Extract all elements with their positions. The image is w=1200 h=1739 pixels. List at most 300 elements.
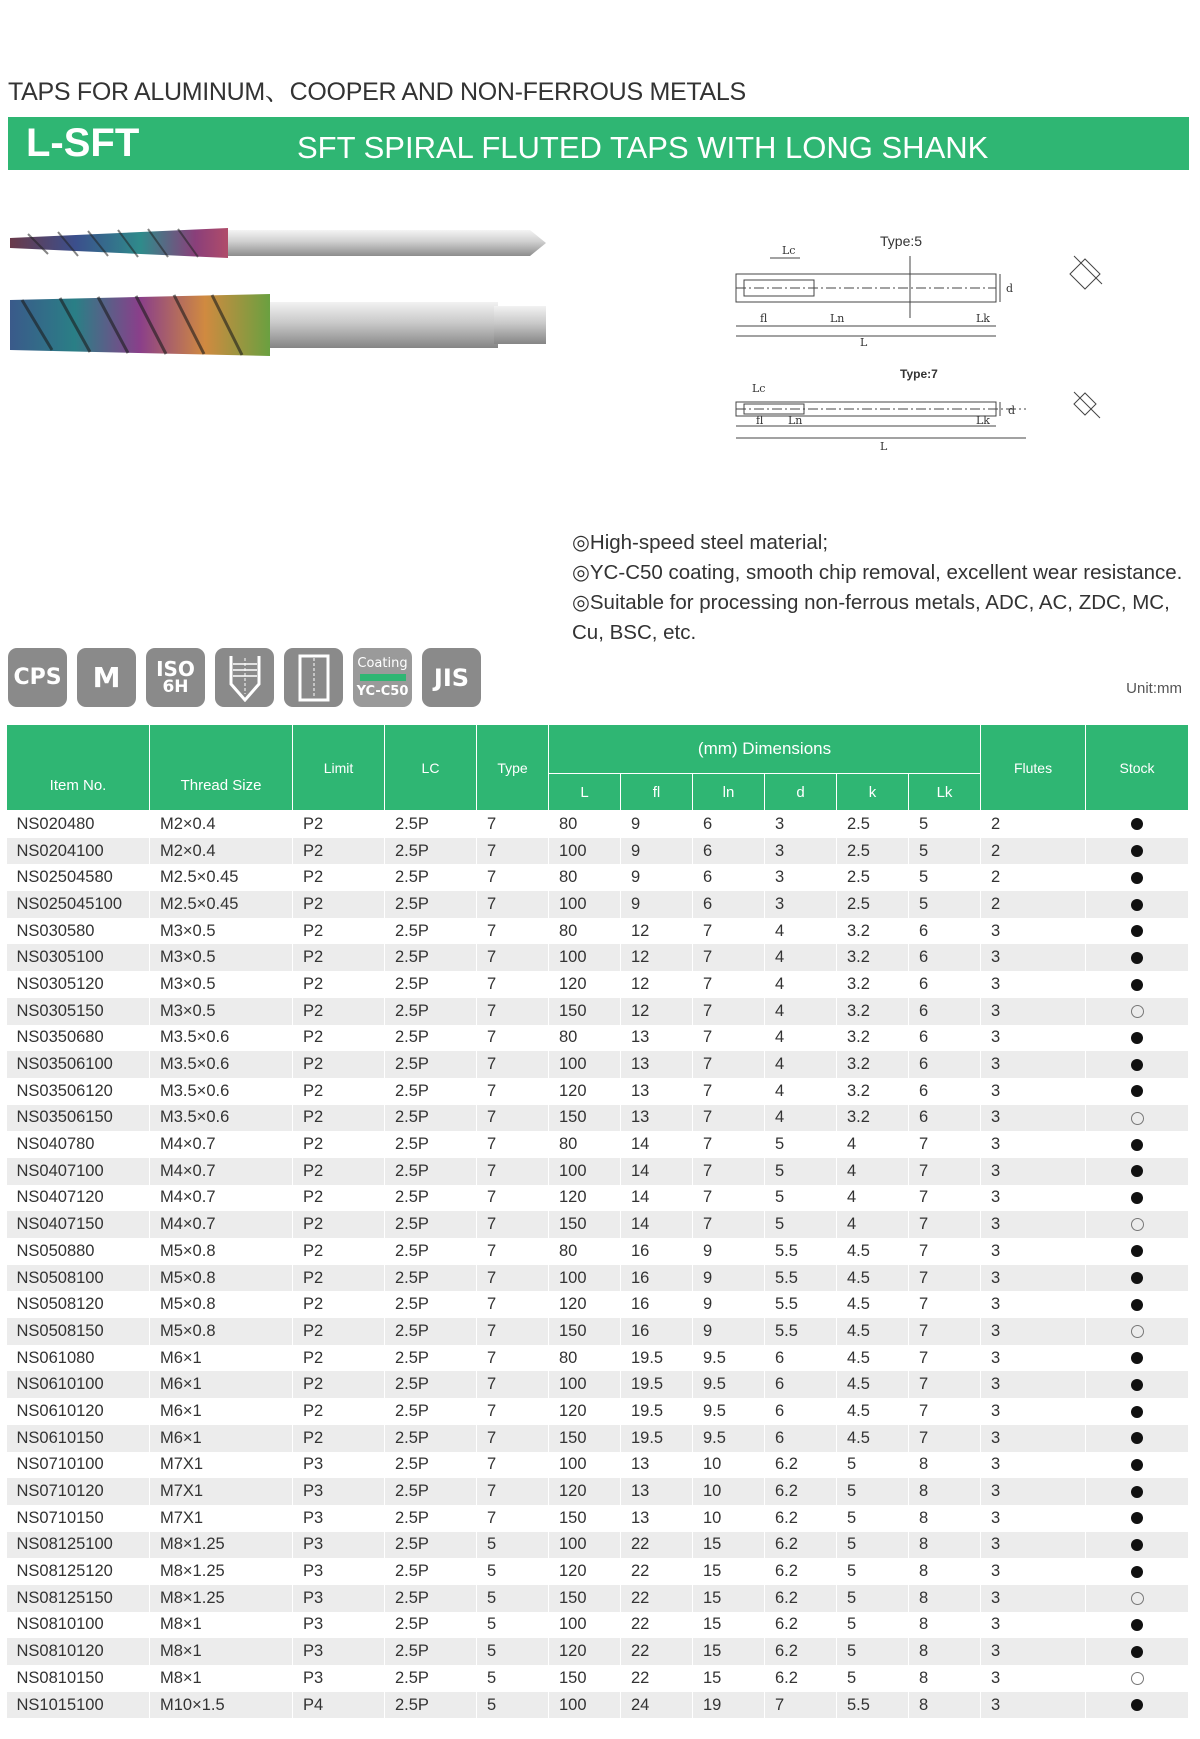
cell-lk: 8 — [909, 1612, 981, 1639]
cell-ln: 9 — [693, 1265, 765, 1292]
cell-thread-size: M8×1 — [150, 1638, 293, 1665]
header-dimensions: (mm) Dimensions — [549, 725, 981, 774]
cell-fl: 13 — [621, 1051, 693, 1078]
svg-text:Lk: Lk — [976, 312, 990, 325]
cell-ln: 7 — [693, 1078, 765, 1105]
cell-ln: 7 — [693, 1131, 765, 1158]
in-stock-dot-icon — [1131, 1566, 1143, 1578]
cell-d: 6.2 — [765, 1612, 837, 1639]
cell-item-no: NS0305120 — [7, 971, 150, 998]
cell-item-no: NS025045100 — [7, 891, 150, 918]
table-row — [7, 1345, 1189, 1372]
badge-row — [8, 648, 481, 707]
header-item-no: Item No. — [7, 725, 150, 811]
cell-stock — [1086, 998, 1189, 1025]
cell-thread-size: M8×1 — [150, 1612, 293, 1639]
cell-type: 7 — [477, 811, 549, 838]
svg-text:Ln: Ln — [830, 312, 845, 325]
cell-stock — [1086, 1211, 1189, 1238]
cell-limit: P3 — [293, 1558, 385, 1585]
cell-stock — [1086, 1585, 1189, 1612]
table-row — [7, 1211, 1189, 1238]
cell-L: 100 — [549, 891, 621, 918]
cell-L: 150 — [549, 1665, 621, 1692]
cell-ln: 15 — [693, 1585, 765, 1612]
cell-limit: P2 — [293, 1371, 385, 1398]
cell-L: 100 — [549, 1532, 621, 1559]
cell-lk: 6 — [909, 1051, 981, 1078]
cell-d: 6 — [765, 1425, 837, 1452]
cell-limit: P3 — [293, 1638, 385, 1665]
cell-stock — [1086, 918, 1189, 945]
cell-thread-size: M3×0.5 — [150, 944, 293, 971]
cell-d: 7 — [765, 1692, 837, 1719]
in-stock-dot-icon — [1131, 1646, 1143, 1658]
cell-thread-size: M3.5×0.6 — [150, 1051, 293, 1078]
table-row — [7, 1078, 1189, 1105]
cell-stock — [1086, 838, 1189, 865]
cell-ln: 6 — [693, 891, 765, 918]
table-row — [7, 1612, 1189, 1639]
table-row — [7, 1371, 1189, 1398]
cell-stock — [1086, 1665, 1189, 1692]
cell-item-no: NS1015100 — [7, 1692, 150, 1719]
cell-limit: P3 — [293, 1532, 385, 1559]
cell-limit: P2 — [293, 1238, 385, 1265]
cell-ln: 9.5 — [693, 1371, 765, 1398]
cell-L: 120 — [549, 971, 621, 998]
cell-ln: 6 — [693, 864, 765, 891]
cell-fl: 9 — [621, 891, 693, 918]
cell-L: 150 — [549, 998, 621, 1025]
cell-k: 4 — [837, 1211, 909, 1238]
cell-type: 7 — [477, 1025, 549, 1052]
cell-flutes: 3 — [981, 1238, 1086, 1265]
cell-ln: 15 — [693, 1665, 765, 1692]
in-stock-dot-icon — [1131, 1245, 1143, 1257]
cell-d: 5.5 — [765, 1318, 837, 1345]
cell-thread-size: M7X1 — [150, 1452, 293, 1479]
cell-d: 5.5 — [765, 1265, 837, 1292]
cell-item-no: NS0407100 — [7, 1158, 150, 1185]
cell-k: 5 — [837, 1638, 909, 1665]
cell-lc: 2.5P — [385, 1638, 477, 1665]
cell-ln: 9.5 — [693, 1345, 765, 1372]
cell-flutes: 3 — [981, 1051, 1086, 1078]
cell-d: 5 — [765, 1185, 837, 1212]
cell-item-no: NS0350680 — [7, 1025, 150, 1052]
cell-fl: 19.5 — [621, 1345, 693, 1372]
table-row — [7, 1398, 1189, 1425]
cell-type: 7 — [477, 891, 549, 918]
header-L: L — [549, 774, 621, 811]
cell-limit: P2 — [293, 891, 385, 918]
in-stock-dot-icon — [1131, 1539, 1143, 1551]
tap-photo-small — [8, 224, 548, 264]
svg-text:Lc: Lc — [782, 244, 796, 257]
cell-lk: 7 — [909, 1265, 981, 1292]
cell-lk: 7 — [909, 1425, 981, 1452]
coating-name: YC-C50 — [356, 684, 409, 699]
cell-L: 80 — [549, 1025, 621, 1052]
cell-d: 6.2 — [765, 1505, 837, 1532]
cell-item-no: NS0305100 — [7, 944, 150, 971]
cell-L: 120 — [549, 1185, 621, 1212]
cell-thread-size: M5×0.8 — [150, 1265, 293, 1292]
cell-limit: P3 — [293, 1665, 385, 1692]
unit-label: Unit:mm — [1126, 680, 1182, 697]
table-row — [7, 811, 1189, 838]
cell-lk: 8 — [909, 1558, 981, 1585]
cell-type: 7 — [477, 1425, 549, 1452]
cell-L: 150 — [549, 1505, 621, 1532]
cell-lc: 2.5P — [385, 1665, 477, 1692]
cell-stock — [1086, 1692, 1189, 1719]
svg-text:d: d — [1006, 282, 1014, 295]
cell-ln: 7 — [693, 1051, 765, 1078]
cell-ln: 10 — [693, 1478, 765, 1505]
cell-item-no: NS03506120 — [7, 1078, 150, 1105]
category-title: TAPS FOR ALUMINUM、COOPER AND NON-FERROUS METALS — [8, 78, 746, 106]
in-stock-dot-icon — [1131, 1165, 1143, 1177]
feature-item: ◎YC-C50 coating, smooth chip removal, excellent wear resistance. — [572, 561, 1183, 584]
cell-d: 3 — [765, 838, 837, 865]
cell-L: 100 — [549, 1051, 621, 1078]
cell-L: 150 — [549, 1425, 621, 1452]
cell-lk: 5 — [909, 864, 981, 891]
cell-lc: 2.5P — [385, 1131, 477, 1158]
cell-lc: 2.5P — [385, 1291, 477, 1318]
cell-k: 4.5 — [837, 1345, 909, 1372]
cell-item-no: NS08125150 — [7, 1585, 150, 1612]
table-row — [7, 1025, 1189, 1052]
cell-limit: P2 — [293, 1291, 385, 1318]
cell-lc: 2.5P — [385, 1585, 477, 1612]
cell-lc: 2.5P — [385, 1452, 477, 1479]
cell-k: 2.5 — [837, 891, 909, 918]
cell-k: 4.5 — [837, 1318, 909, 1345]
cell-type: 7 — [477, 1452, 549, 1479]
cell-lc: 2.5P — [385, 1185, 477, 1212]
cell-lk: 7 — [909, 1238, 981, 1265]
cell-fl: 12 — [621, 918, 693, 945]
cell-flutes: 3 — [981, 1371, 1086, 1398]
cell-lc: 2.5P — [385, 838, 477, 865]
cell-d: 6.2 — [765, 1478, 837, 1505]
cell-limit: P2 — [293, 1185, 385, 1212]
cell-type: 7 — [477, 1211, 549, 1238]
cell-item-no: NS020480 — [7, 811, 150, 838]
cell-type: 7 — [477, 1265, 549, 1292]
order-dot-icon — [1131, 1005, 1144, 1018]
table-row — [7, 1425, 1189, 1452]
in-stock-dot-icon — [1131, 1085, 1143, 1097]
cell-lc: 2.5P — [385, 1478, 477, 1505]
cell-lc: 2.5P — [385, 1505, 477, 1532]
cell-k: 3.2 — [837, 998, 909, 1025]
table-row — [7, 1452, 1189, 1479]
cell-limit: P3 — [293, 1452, 385, 1479]
table-row — [7, 1051, 1189, 1078]
cell-flutes: 3 — [981, 1265, 1086, 1292]
cell-item-no: NS0710120 — [7, 1478, 150, 1505]
cell-item-no: NS03506150 — [7, 1105, 150, 1132]
cell-d: 6 — [765, 1371, 837, 1398]
cell-type: 7 — [477, 1051, 549, 1078]
cell-ln: 7 — [693, 944, 765, 971]
feature-item: ◎Suitable for processing non-ferrous metals, ADC, AC, ZDC, MC, Cu, BSC, etc. — [572, 591, 1170, 644]
svg-text:d: d — [1008, 404, 1016, 417]
cell-L: 120 — [549, 1398, 621, 1425]
cell-lk: 7 — [909, 1211, 981, 1238]
cell-fl: 22 — [621, 1665, 693, 1692]
cell-stock — [1086, 891, 1189, 918]
cell-stock — [1086, 1638, 1189, 1665]
cell-lk: 7 — [909, 1371, 981, 1398]
cell-limit: P2 — [293, 864, 385, 891]
cell-flutes: 3 — [981, 1558, 1086, 1585]
cell-d: 6.2 — [765, 1452, 837, 1479]
cell-lk: 6 — [909, 944, 981, 971]
in-stock-dot-icon — [1131, 1459, 1143, 1471]
cell-lc: 2.5P — [385, 891, 477, 918]
cell-d: 5.5 — [765, 1291, 837, 1318]
cell-d: 6 — [765, 1398, 837, 1425]
cell-k: 3.2 — [837, 971, 909, 998]
cell-fl: 13 — [621, 1078, 693, 1105]
cell-lk: 6 — [909, 998, 981, 1025]
cell-k: 4.5 — [837, 1398, 909, 1425]
table-row — [7, 838, 1189, 865]
cell-type: 7 — [477, 1185, 549, 1212]
cell-lc: 2.5P — [385, 998, 477, 1025]
cell-limit: P3 — [293, 1505, 385, 1532]
cell-lk: 8 — [909, 1692, 981, 1719]
in-stock-dot-icon — [1131, 1699, 1143, 1711]
cell-L: 100 — [549, 1612, 621, 1639]
cell-ln: 19 — [693, 1692, 765, 1719]
cell-L: 120 — [549, 1558, 621, 1585]
cell-d: 4 — [765, 971, 837, 998]
cell-k: 2.5 — [837, 838, 909, 865]
cell-lc: 2.5P — [385, 971, 477, 998]
coating-badge — [353, 648, 412, 707]
header-limit: Limit — [293, 725, 385, 811]
cell-flutes: 3 — [981, 1478, 1086, 1505]
cell-lc: 2.5P — [385, 1025, 477, 1052]
feature-item: ◎High-speed steel material; — [572, 531, 829, 554]
iso-label: ISO — [156, 657, 195, 681]
cell-L: 120 — [549, 1638, 621, 1665]
cell-limit: P2 — [293, 1051, 385, 1078]
cell-fl: 12 — [621, 944, 693, 971]
cell-ln: 9 — [693, 1238, 765, 1265]
cell-type: 7 — [477, 1318, 549, 1345]
in-stock-dot-icon — [1131, 899, 1143, 911]
cell-thread-size: M6×1 — [150, 1425, 293, 1452]
cell-k: 5 — [837, 1478, 909, 1505]
cell-k: 2.5 — [837, 811, 909, 838]
cell-stock — [1086, 864, 1189, 891]
svg-text:Ln: Ln — [788, 414, 803, 427]
cell-L: 100 — [549, 838, 621, 865]
cell-fl: 9 — [621, 838, 693, 865]
cell-lk: 8 — [909, 1478, 981, 1505]
in-stock-dot-icon — [1131, 818, 1143, 830]
cell-stock — [1086, 971, 1189, 998]
cell-fl: 13 — [621, 1025, 693, 1052]
through-hole-icon — [284, 648, 343, 707]
cell-d: 4 — [765, 918, 837, 945]
cell-item-no: NS03506100 — [7, 1051, 150, 1078]
blind-hole-icon — [215, 648, 274, 707]
cell-limit: P2 — [293, 1131, 385, 1158]
in-stock-dot-icon — [1131, 1192, 1143, 1204]
cell-flutes: 3 — [981, 998, 1086, 1025]
cell-lc: 2.5P — [385, 918, 477, 945]
cell-lk: 7 — [909, 1398, 981, 1425]
order-dot-icon — [1131, 1218, 1144, 1231]
cell-ln: 7 — [693, 998, 765, 1025]
cell-d: 6 — [765, 1345, 837, 1372]
table-row — [7, 1291, 1189, 1318]
cell-item-no: NS030580 — [7, 918, 150, 945]
cell-k: 5 — [837, 1665, 909, 1692]
cell-L: 150 — [549, 1105, 621, 1132]
cell-type: 7 — [477, 1398, 549, 1425]
cell-k: 5.5 — [837, 1692, 909, 1719]
cell-fl: 14 — [621, 1131, 693, 1158]
type5-label: Type:5 — [880, 233, 923, 249]
cell-type: 7 — [477, 1345, 549, 1372]
cell-fl: 13 — [621, 1505, 693, 1532]
cell-fl: 19.5 — [621, 1398, 693, 1425]
header-lk: Lk — [909, 774, 981, 811]
cell-thread-size: M4×0.7 — [150, 1185, 293, 1212]
svg-text:L: L — [880, 440, 888, 453]
cell-lc: 2.5P — [385, 1398, 477, 1425]
cell-stock — [1086, 1452, 1189, 1479]
cell-stock — [1086, 1265, 1189, 1292]
cell-fl: 12 — [621, 998, 693, 1025]
cell-flutes: 2 — [981, 891, 1086, 918]
cell-flutes: 2 — [981, 838, 1086, 865]
cell-flutes: 3 — [981, 1078, 1086, 1105]
in-stock-dot-icon — [1131, 872, 1143, 884]
cell-item-no: NS0305150 — [7, 998, 150, 1025]
cell-ln: 15 — [693, 1638, 765, 1665]
cell-stock — [1086, 1371, 1189, 1398]
cell-L: 80 — [549, 811, 621, 838]
jis-badge: JIS — [422, 648, 481, 707]
cell-stock — [1086, 1345, 1189, 1372]
cell-item-no: NS0810120 — [7, 1638, 150, 1665]
cell-flutes: 3 — [981, 1185, 1086, 1212]
cell-lc: 2.5P — [385, 1265, 477, 1292]
cell-d: 6.2 — [765, 1532, 837, 1559]
in-stock-dot-icon — [1131, 845, 1143, 857]
cell-type: 5 — [477, 1532, 549, 1559]
cell-fl: 22 — [621, 1558, 693, 1585]
cell-thread-size: M2.5×0.45 — [150, 891, 293, 918]
cell-d: 4 — [765, 1025, 837, 1052]
table-row — [7, 1478, 1189, 1505]
cell-type: 7 — [477, 1238, 549, 1265]
cell-thread-size: M10×1.5 — [150, 1692, 293, 1719]
cell-flutes: 3 — [981, 1211, 1086, 1238]
cell-stock — [1086, 1505, 1189, 1532]
cell-k: 4 — [837, 1185, 909, 1212]
cell-k: 3.2 — [837, 1025, 909, 1052]
cell-k: 5 — [837, 1532, 909, 1559]
table-row — [7, 1105, 1189, 1132]
cell-flutes: 3 — [981, 1612, 1086, 1639]
cell-item-no: NS0407150 — [7, 1211, 150, 1238]
cell-stock — [1086, 1532, 1189, 1559]
cell-type: 7 — [477, 944, 549, 971]
in-stock-dot-icon — [1131, 1139, 1143, 1151]
cell-lc: 2.5P — [385, 1425, 477, 1452]
in-stock-dot-icon — [1131, 979, 1143, 991]
cell-limit: P2 — [293, 811, 385, 838]
cell-limit: P2 — [293, 918, 385, 945]
table-row — [7, 864, 1189, 891]
cell-lk: 8 — [909, 1505, 981, 1532]
cell-limit: P3 — [293, 1585, 385, 1612]
svg-text:Lc: Lc — [752, 382, 766, 395]
cell-d: 5 — [765, 1131, 837, 1158]
cell-ln: 15 — [693, 1532, 765, 1559]
cell-k: 4 — [837, 1131, 909, 1158]
cell-lk: 8 — [909, 1452, 981, 1479]
cell-flutes: 3 — [981, 1345, 1086, 1372]
cell-ln: 9 — [693, 1291, 765, 1318]
cell-item-no: NS0710100 — [7, 1452, 150, 1479]
cell-L: 80 — [549, 1345, 621, 1372]
cell-flutes: 3 — [981, 1318, 1086, 1345]
cell-L: 100 — [549, 944, 621, 971]
cell-stock — [1086, 1078, 1189, 1105]
cell-stock — [1086, 1131, 1189, 1158]
cell-flutes: 3 — [981, 1025, 1086, 1052]
cell-lc: 2.5P — [385, 1558, 477, 1585]
product-code: L-SFT — [26, 121, 140, 165]
cell-item-no: NS050880 — [7, 1238, 150, 1265]
cell-L: 150 — [549, 1585, 621, 1612]
in-stock-dot-icon — [1131, 1352, 1143, 1364]
cell-k: 4.5 — [837, 1291, 909, 1318]
header-type: Type — [477, 725, 549, 811]
cell-stock — [1086, 1318, 1189, 1345]
cell-L: 100 — [549, 1452, 621, 1479]
tap-photo-large — [8, 292, 548, 360]
cell-item-no: NS0610120 — [7, 1398, 150, 1425]
cell-item-no: NS0508100 — [7, 1265, 150, 1292]
product-banner — [8, 117, 1189, 170]
cell-item-no: NS02504580 — [7, 864, 150, 891]
cell-k: 4.5 — [837, 1238, 909, 1265]
cell-ln: 7 — [693, 1025, 765, 1052]
cell-d: 4 — [765, 944, 837, 971]
cell-type: 7 — [477, 1078, 549, 1105]
cell-item-no: NS08125120 — [7, 1558, 150, 1585]
table-row — [7, 1238, 1189, 1265]
cell-item-no: NS061080 — [7, 1345, 150, 1372]
header-stock: Stock — [1086, 725, 1189, 811]
cell-lk: 6 — [909, 1105, 981, 1132]
table-row — [7, 1505, 1189, 1532]
cell-lk: 6 — [909, 971, 981, 998]
